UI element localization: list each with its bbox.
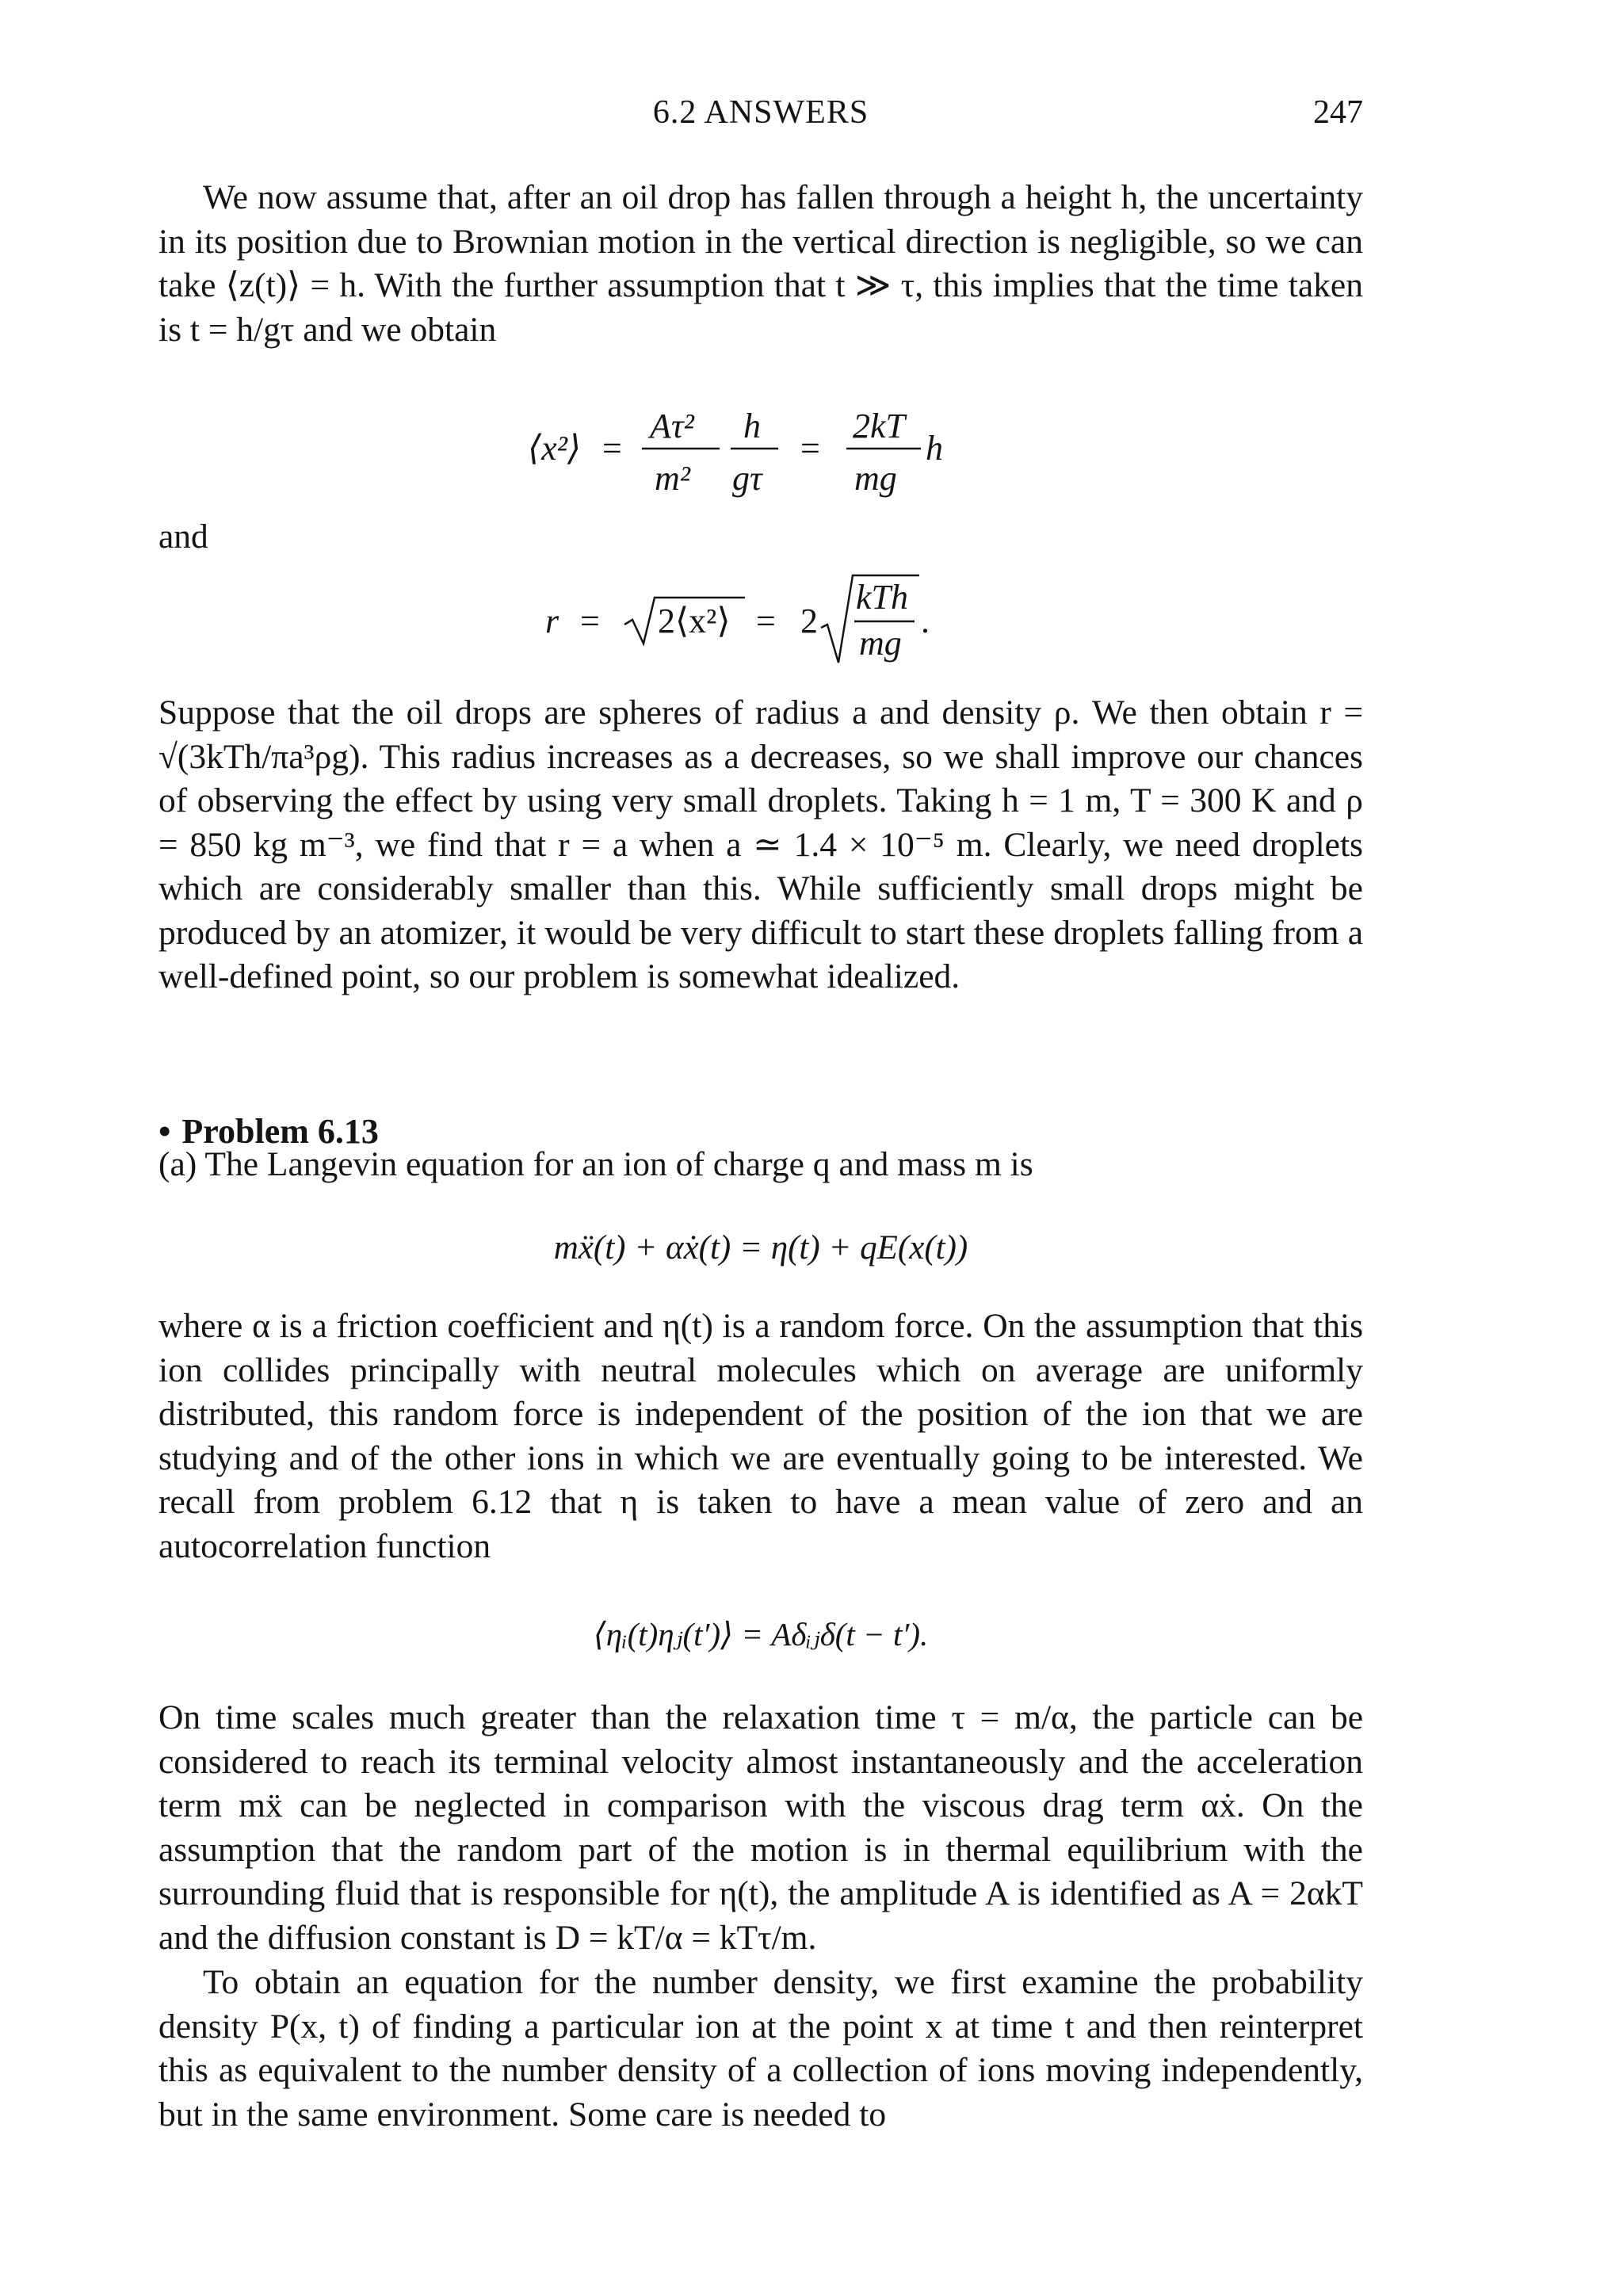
page-number: 247 (1313, 94, 1363, 131)
eq2-equals-2: = (756, 602, 776, 640)
paragraph-number-density: To obtain an equation for the number density, we first examine the probability density P(x, t) of finding a particular ion at the point x at time t and then reinterpret this as equivalent to the number density of a collection of ions moving independently, but in the same environment. Some care is needed to (158, 1963, 1363, 2134)
equation-autocorrelation: ⟨ηᵢ(t)ηⱼ(t′)⟩ = Aδᵢⱼδ(t − t′). (593, 1616, 929, 1652)
eq2-tail: . (921, 602, 930, 640)
equation-langevin: mẍ(t) + αẋ(t) = η(t) + qE(x(t)) (553, 1229, 968, 1266)
eq1-frac1-den: m² (655, 459, 690, 498)
paragraph-random-force: where α is a friction coefficient and η(t) is a random force. On the assumption that this ion collides principally with neutral molecules which on average are uniformly distributed, this random force is independent of the position of the ion that we are studying and of the other ions in which we are eventually going to be interested. We recall from problem 6.12 that η is taken to have a mean value of zero and an autocorrelation function (158, 1307, 1363, 1565)
and-label: and (158, 518, 208, 556)
bullet-icon: • (158, 1112, 171, 1151)
paragraph-langevin-intro: (a) The Langevin equation for an ion of charge q and mass m is (158, 1145, 1033, 1183)
eq2-root2-den: mg (859, 624, 902, 663)
eq2-root1: 2⟨x²⟩ (658, 602, 731, 640)
eq2-root2-num: kTh (856, 578, 908, 617)
eq1-tail: h (926, 429, 943, 468)
eq2-lhs: r (545, 602, 559, 640)
eq1-frac2-num: h (743, 407, 761, 445)
eq1-equals-2: = (800, 429, 820, 468)
problem-title: Problem 6.13 (181, 1112, 379, 1151)
equation-1-svg (523, 396, 1094, 507)
eq1-lhs: ⟨x²⟩ (528, 429, 582, 468)
eq1-frac3-den: mg (854, 459, 897, 498)
equation-mean-square-displacement (523, 396, 1094, 507)
eq1-frac1-num: Aτ² (650, 407, 694, 445)
page-header (158, 94, 1363, 149)
eq1-equals-1: = (602, 429, 622, 468)
paragraph-intro: We now assume that, after an oil drop has fallen through a height h, the uncertainty in its position due to Brownian motion in the vertical direction is negligible, so we can take ⟨z(t)⟩ = h. With the further assumption that t ≫ τ, this implies that the time taken is t = h/gτ and we obtain (158, 178, 1363, 349)
eq2-equals-1: = (580, 602, 600, 640)
equation-root-mean-square (542, 555, 986, 674)
eq2-coef: 2 (800, 602, 818, 640)
eq1-frac3-num: 2kT (853, 407, 905, 445)
running-head: 6.2 ANSWERS (652, 94, 869, 131)
paragraph-droplet-radius: Suppose that the oil drops are spheres of radius a and density ρ. We then obtain r = √(3kTh/πa³ρg). This radius increases as a decreases, so we shall improve our chances of observing the effect by using very small droplets. Taking h = 1 m, T = 300 K and ρ = 850 kg m⁻³, we find that r = a when a ≃ 1.4 × 10⁻⁵ m. Clearly, we need droplets which are considerably smaller than this. While sufficiently small drops might be produced by an atomizer, it would be very difficult to start these droplets falling from a well-defined point, so our problem is somewhat idealized. (158, 693, 1363, 995)
equation-2-svg (542, 555, 986, 674)
paragraph-relaxation-time: On time scales much greater than the relaxation time τ = m/α, the particle can be considered to reach its terminal velocity almost instantaneously and the acceleration term mẍ can be neglected in comparison with the viscous drag term αẋ. On the assumption that the random part of the motion is in thermal equilibrium with the surrounding fluid that is responsible for η(t), the amplitude A is identified as A = 2αkT and the diffusion constant is D = kT/α = kTτ/m. (158, 1698, 1363, 1957)
eq1-frac2-den: gτ (732, 459, 762, 498)
